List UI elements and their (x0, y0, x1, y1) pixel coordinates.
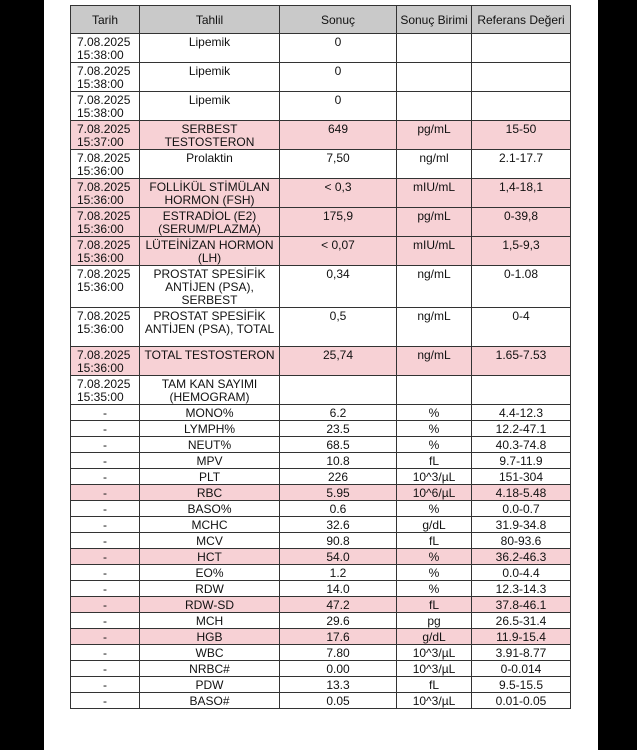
cell-date: - (71, 549, 140, 565)
cell-reference: 12.2-47.1 (472, 421, 571, 437)
cell-test: HCT (140, 549, 280, 565)
cell-test: Lipemik (140, 92, 280, 121)
cell-date: 7.08.2025 15:36:00 (71, 308, 140, 347)
cell-test: Lipemik (140, 34, 280, 63)
table-row (71, 645, 571, 661)
cell-result: 175,9 (280, 208, 397, 237)
cell-reference: 1,4-18,1 (472, 179, 571, 208)
cell-unit: % (397, 501, 472, 517)
cell-reference: 40.3-74.8 (472, 437, 571, 453)
cell-test: TOTAL TESTOSTERON (140, 347, 280, 376)
cell-test: LÜTEİNİZAN HORMON (LH) (140, 237, 280, 266)
cell-unit: 10^3/µL (397, 693, 472, 709)
cell-date: 7.08.2025 15:35:00 (71, 376, 140, 405)
cell-unit: ng/ml (397, 150, 472, 179)
cell-result: 0 (280, 63, 397, 92)
table-row (71, 308, 571, 347)
cell-reference: 0-4 (472, 308, 571, 347)
cell-unit: % (397, 437, 472, 453)
table-row (71, 266, 571, 308)
header-result: Sonuç (280, 6, 397, 34)
table-row (71, 347, 571, 376)
table-row (71, 469, 571, 485)
cell-date: - (71, 469, 140, 485)
cell-unit: ng/mL (397, 347, 472, 376)
cell-unit: % (397, 549, 472, 565)
cell-date: - (71, 677, 140, 693)
cell-reference: 2.1-17.7 (472, 150, 571, 179)
table-row (71, 677, 571, 693)
cell-test: MCHC (140, 517, 280, 533)
lab-results-table (70, 5, 571, 709)
cell-date: - (71, 661, 140, 677)
cell-test: NRBC# (140, 661, 280, 677)
table-row (71, 485, 571, 501)
cell-test: PROSTAT SPESİFİK ANTİJEN (PSA), SERBEST (140, 266, 280, 308)
cell-date: 7.08.2025 15:36:00 (71, 150, 140, 179)
cell-date: - (71, 629, 140, 645)
table-row (71, 549, 571, 565)
cell-result: 0.00 (280, 661, 397, 677)
cell-reference (472, 34, 571, 63)
cell-test: PROSTAT SPESİFİK ANTİJEN (PSA), TOTAL (140, 308, 280, 347)
table-row (71, 629, 571, 645)
cell-unit (397, 34, 472, 63)
cell-test: RDW (140, 581, 280, 597)
cell-reference: 0.0-0.7 (472, 501, 571, 517)
cell-unit: 10^3/µL (397, 469, 472, 485)
cell-unit: 10^3/µL (397, 645, 472, 661)
table-row (71, 597, 571, 613)
cell-unit (397, 63, 472, 92)
cell-result: 226 (280, 469, 397, 485)
cell-unit: 10^6/µL (397, 485, 472, 501)
table-row (71, 179, 571, 208)
cell-reference: 0.01-0.05 (472, 693, 571, 709)
cell-result: 0.05 (280, 693, 397, 709)
table-row (71, 63, 571, 92)
cell-result: 7.80 (280, 645, 397, 661)
cell-date: 7.08.2025 15:36:00 (71, 266, 140, 308)
cell-result: 649 (280, 121, 397, 150)
cell-result: 47.2 (280, 597, 397, 613)
table-row (71, 565, 571, 581)
cell-result: 17.6 (280, 629, 397, 645)
cell-unit: pg/mL (397, 121, 472, 150)
cell-unit: ng/mL (397, 266, 472, 308)
cell-date: 7.08.2025 15:38:00 (71, 63, 140, 92)
cell-test: MCH (140, 613, 280, 629)
cell-reference: 4.4-12.3 (472, 405, 571, 421)
cell-unit: % (397, 565, 472, 581)
cell-date: - (71, 421, 140, 437)
cell-reference: 15-50 (472, 121, 571, 150)
cell-unit (397, 92, 472, 121)
cell-date: - (71, 581, 140, 597)
table-row (71, 533, 571, 549)
table-row (71, 517, 571, 533)
cell-unit: 10^3/µL (397, 661, 472, 677)
cell-result: < 0,3 (280, 179, 397, 208)
cell-result: 5.95 (280, 485, 397, 501)
cell-result: 23.5 (280, 421, 397, 437)
cell-reference: 80-93.6 (472, 533, 571, 549)
cell-date: - (71, 501, 140, 517)
cell-unit: fL (397, 677, 472, 693)
cell-unit: pg (397, 613, 472, 629)
table-row (71, 421, 571, 437)
cell-date: - (71, 533, 140, 549)
cell-result: 54.0 (280, 549, 397, 565)
cell-reference (472, 376, 571, 405)
cell-result: 0 (280, 92, 397, 121)
cell-result: 7,50 (280, 150, 397, 179)
header-unit: Sonuç Birimi (397, 6, 472, 34)
cell-result (280, 376, 397, 405)
cell-test: BASO% (140, 501, 280, 517)
cell-unit: % (397, 421, 472, 437)
cell-reference (472, 63, 571, 92)
cell-test: HGB (140, 629, 280, 645)
cell-date: - (71, 693, 140, 709)
header-date: Tarih (71, 6, 140, 34)
cell-result: 14.0 (280, 581, 397, 597)
table-row (71, 613, 571, 629)
table-row (71, 121, 571, 150)
cell-unit: % (397, 405, 472, 421)
cell-date: 7.08.2025 15:36:00 (71, 208, 140, 237)
cell-result: 10.8 (280, 453, 397, 469)
cell-reference: 0-0.014 (472, 661, 571, 677)
cell-reference: 0.0-4.4 (472, 565, 571, 581)
cell-test: MONO% (140, 405, 280, 421)
cell-reference: 151-304 (472, 469, 571, 485)
cell-reference: 36.2-46.3 (472, 549, 571, 565)
cell-result: 0,5 (280, 308, 397, 347)
table-header-row (71, 6, 571, 34)
cell-unit: ng/mL (397, 308, 472, 347)
cell-reference: 0-1.08 (472, 266, 571, 308)
table-row (71, 661, 571, 677)
cell-reference: 26.5-31.4 (472, 613, 571, 629)
cell-date: - (71, 405, 140, 421)
table-row (71, 150, 571, 179)
cell-test: WBC (140, 645, 280, 661)
cell-unit: mIU/mL (397, 237, 472, 266)
cell-date: 7.08.2025 15:36:00 (71, 179, 140, 208)
table-row (71, 34, 571, 63)
cell-test: SERBEST TESTOSTERON (140, 121, 280, 150)
table-row (71, 453, 571, 469)
cell-result: 0,34 (280, 266, 397, 308)
cell-test: MPV (140, 453, 280, 469)
cell-result: 90.8 (280, 533, 397, 549)
cell-date: - (71, 453, 140, 469)
table-row (71, 237, 571, 266)
cell-reference: 37.8-46.1 (472, 597, 571, 613)
document-page (44, 0, 598, 750)
cell-result: 13.3 (280, 677, 397, 693)
cell-result: < 0,07 (280, 237, 397, 266)
cell-reference: 9.7-11.9 (472, 453, 571, 469)
cell-unit: g/dL (397, 629, 472, 645)
cell-test: RBC (140, 485, 280, 501)
table-row (71, 405, 571, 421)
table-body (71, 34, 571, 709)
cell-reference: 4.18-5.48 (472, 485, 571, 501)
cell-reference: 31.9-34.8 (472, 517, 571, 533)
cell-result: 0.6 (280, 501, 397, 517)
cell-date: 7.08.2025 15:36:00 (71, 237, 140, 266)
cell-reference: 3.91-8.77 (472, 645, 571, 661)
table-row (71, 208, 571, 237)
cell-test: Lipemik (140, 63, 280, 92)
cell-test: Prolaktin (140, 150, 280, 179)
cell-unit: pg/mL (397, 208, 472, 237)
cell-date: - (71, 437, 140, 453)
cell-unit: mIU/mL (397, 179, 472, 208)
cell-date: - (71, 565, 140, 581)
cell-reference: 0-39,8 (472, 208, 571, 237)
cell-result: 32.6 (280, 517, 397, 533)
cell-date: - (71, 597, 140, 613)
cell-result: 0 (280, 34, 397, 63)
cell-result: 68.5 (280, 437, 397, 453)
cell-unit: % (397, 581, 472, 597)
table-row (71, 376, 571, 405)
table-row (71, 501, 571, 517)
cell-test: NEUT% (140, 437, 280, 453)
table-row (71, 581, 571, 597)
cell-unit: fL (397, 453, 472, 469)
cell-test: FOLLİKÜL STİMÜLAN HORMON (FSH) (140, 179, 280, 208)
cell-result: 29.6 (280, 613, 397, 629)
cell-test: BASO# (140, 693, 280, 709)
cell-reference: 12.3-14.3 (472, 581, 571, 597)
cell-unit: fL (397, 597, 472, 613)
cell-test: MCV (140, 533, 280, 549)
cell-test: EO% (140, 565, 280, 581)
table-row (71, 92, 571, 121)
cell-date: - (71, 517, 140, 533)
cell-reference: 1,5-9,3 (472, 237, 571, 266)
cell-result: 6.2 (280, 405, 397, 421)
cell-result: 1.2 (280, 565, 397, 581)
cell-date: 7.08.2025 15:38:00 (71, 92, 140, 121)
cell-date: - (71, 613, 140, 629)
cell-test: PLT (140, 469, 280, 485)
header-reference: Referans Değeri (472, 6, 571, 34)
table-row (71, 693, 571, 709)
cell-reference: 9.5-15.5 (472, 677, 571, 693)
cell-date: - (71, 645, 140, 661)
cell-unit: g/dL (397, 517, 472, 533)
table-row (71, 437, 571, 453)
cell-reference (472, 92, 571, 121)
cell-date: 7.08.2025 15:37:00 (71, 121, 140, 150)
cell-unit (397, 376, 472, 405)
cell-test: TAM KAN SAYIMI (HEMOGRAM) (140, 376, 280, 405)
cell-date: - (71, 485, 140, 501)
cell-test: LYMPH% (140, 421, 280, 437)
cell-date: 7.08.2025 15:36:00 (71, 347, 140, 376)
cell-reference: 11.9-15.4 (472, 629, 571, 645)
cell-reference: 1.65-7.53 (472, 347, 571, 376)
cell-test: RDW-SD (140, 597, 280, 613)
cell-unit: fL (397, 533, 472, 549)
cell-test: ESTRADİOL (E2) (SERUM/PLAZMA) (140, 208, 280, 237)
cell-date: 7.08.2025 15:38:00 (71, 34, 140, 63)
cell-test: PDW (140, 677, 280, 693)
header-test: Tahlil (140, 6, 280, 34)
cell-result: 25,74 (280, 347, 397, 376)
